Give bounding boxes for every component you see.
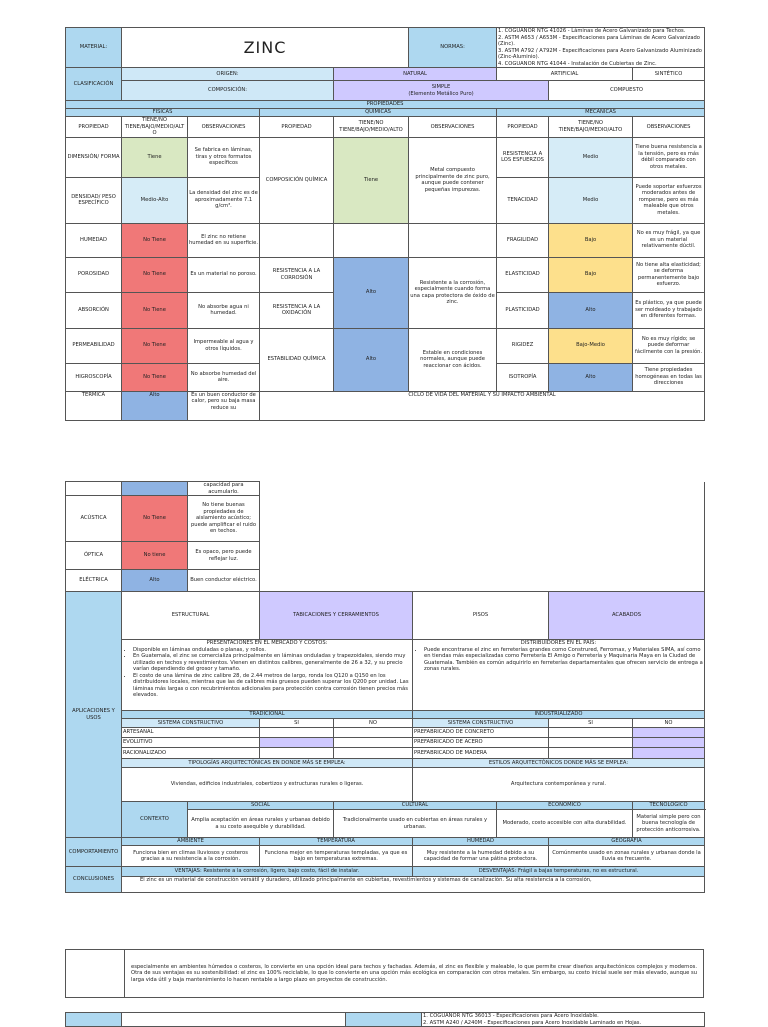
tradicional-row: RACIONALIZADO	[122, 748, 260, 759]
fisica-name: HIGROSCOPÍA	[66, 363, 122, 391]
fisica-obs: El zinc no retiene humedad en su superficie.	[188, 223, 260, 257]
mecanica-name: FRAGILIDAD	[497, 223, 549, 257]
fisica-value: Alto	[122, 570, 188, 592]
mecanica-value: Alto	[549, 363, 633, 391]
no-label: NO	[334, 719, 413, 728]
composicion-label: COMPOSICIÓN:	[122, 81, 334, 101]
si-cell	[549, 738, 633, 748]
presentaciones-block	[122, 640, 413, 711]
no-cell	[334, 738, 413, 748]
distribuidores-block	[413, 640, 705, 711]
aplicaciones-label: APLICACIONES Y USOS	[66, 592, 122, 838]
desventajas-text: DESVENTAJAS: Frágil a bajas temperaturas, no es estructural.	[413, 867, 705, 877]
col-header-propiedad: PROPIEDAD	[260, 117, 334, 138]
presentacion-item: • En Guatemala, el zinc se comercializa principalmente en láminas onduladas y trapezoidales, siendo muy utilizado en techos y revestimientos. Vienen en distintos calibres, generalmente de 26 a 32, y su precio varían dependiendo del grosor y tamaño.	[133, 653, 411, 673]
tipologias-label: TIPOLOGÍAS ARQUITECTÓNICAS EN DONDE MÁS SE EMPLEA:	[122, 759, 413, 768]
next-normas-list	[422, 1013, 705, 1027]
mecanica-name: ELASTICIDAD	[497, 257, 549, 292]
presentacion-item: • Disponible en láminas onduladas o planas, y rollos.	[133, 647, 411, 654]
col-header-valor: TIENE/NO TIENE/BAJO/MEDIO/ALTO	[549, 117, 633, 138]
fisica-name: ACÚSTICA	[66, 496, 122, 542]
mecanica-obs: Tiene buena resistencia a la tensión, pero es más débil comparado con otros metales.	[633, 137, 705, 177]
mecanica-obs: No es muy rígido; se puede deformar fácilmente con la presión.	[633, 328, 705, 363]
fisica-value: Medio-Alto	[122, 177, 188, 223]
col-header-propiedad: PROPIEDAD	[497, 117, 549, 138]
fisica-name: ELÉCTRICA	[66, 570, 122, 592]
mecanica-value: Medio	[549, 177, 633, 223]
sistema-label: SISTEMA CONSTRUCTIVO	[122, 719, 260, 728]
industrializado-row: PREFABRICADO DE ACERO	[413, 738, 549, 748]
comportamiento-header: TEMPERATURA	[260, 838, 413, 846]
quimica-obs: Metal compuesto principalmente de zinc puro, aunque puede contener pequeñas impurezas.	[409, 137, 497, 223]
mecanica-obs: No tiene alta elasticidad; se deforma permanentemente bajo esfuerzo.	[633, 257, 705, 292]
mecanica-name: TENACIDAD	[497, 177, 549, 223]
no-cell	[334, 748, 413, 759]
fisica-obs: Es un material no poroso.	[188, 257, 260, 292]
uso-estructural: ESTRUCTURAL	[122, 592, 260, 640]
si-label: SI	[549, 719, 633, 728]
col-header-valor: TIENE/NO TIENE/BAJO/MEDIO/ALTO	[334, 117, 409, 138]
fisica-name: DENSIDAD/ PESO ESPECÍFICO	[66, 177, 122, 223]
comportamiento-value: Muy resistente a la humedad debido a su capacidad de formar una pátina protectora.	[413, 846, 549, 867]
quimica-obs: Resistente a la corrosión, especialmente cuando forma una capa protectora de óxido de zinc.	[409, 257, 497, 328]
norma-item: 4. COGUANOR NTG 41044 - Instalación de Cubiertas de Zinc.	[498, 60, 657, 67]
mecanica-obs: Puede soportar esfuerzos moderados antes de romperse, pero es más maleable que otros metales.	[633, 177, 705, 223]
comportamiento-header: HUMEDAD	[413, 838, 549, 846]
tipologias-text: Viviendas, edificios industriales, cobertizos y estructuras rurales o ligeras.	[122, 768, 413, 802]
quimica-name: RESISTENCIA A LA CORROSIÓN	[260, 257, 334, 292]
col-header-propiedad: PROPIEDAD	[66, 117, 122, 138]
estilos-label: ESTILOS ARQUITECTÓNICOS DONDE MÁS SE EMPLEA:	[413, 759, 705, 768]
comportamiento-value: Funciona bien en climas lluviosos y costeros gracias a su resistencia a la corrosión.	[122, 846, 260, 867]
fisica-name: PERMEABILIDAD	[66, 328, 122, 363]
fisica-obs: Es opaco, pero puede reflejar luz.	[188, 542, 260, 570]
col-header-observaciones: OBSERVACIONES	[188, 117, 260, 138]
uso-acabados: ACABADOS	[549, 592, 705, 640]
ciclo-vida-body	[260, 482, 705, 592]
contexto-label: CONTEXTO	[122, 802, 188, 838]
contexto-value: Tradicionalmente usado en cubiertas en áreas rurales y urbanas.	[334, 810, 497, 838]
fisica-name: ÓPTICA	[66, 542, 122, 570]
norma-item: 2. ASTM A240 / A240M - Especificaciones para Acero Inoxidable Laminado en Hojas.	[423, 1019, 642, 1026]
fisica-obs: Buen conductor eléctrico.	[188, 570, 260, 592]
termica-name-cont	[66, 482, 122, 496]
fisica-obs: No absorbe agua ni humedad.	[188, 292, 260, 328]
contexto-value: Moderado, costo accesible con alta durabilidad.	[497, 810, 633, 838]
mecanica-name: RIGIDEZ	[497, 328, 549, 363]
fisica-value: No Tiene	[122, 363, 188, 391]
fisica-value: No Tiene	[122, 223, 188, 257]
mecanica-obs: Tiene propiedades homogéneas en todas las direcciones	[633, 363, 705, 391]
mecanica-obs: Es plástico, ya que puede ser moldeado y trabajado en diferentes formas.	[633, 292, 705, 328]
norma-item: 3. ASTM A792 / A792M - Especificaciones para Acero Galvanizado Aluminizado (Zinc-Aluminio).	[498, 47, 702, 60]
mecanica-value: Bajo-Medio	[549, 328, 633, 363]
mecanica-name: PLASTICIDAD	[497, 292, 549, 328]
conclusiones-label: CONCLUSIONES	[66, 867, 122, 893]
contexto-header: TECNOLÓGICO	[633, 802, 705, 810]
fisica-value: No Tiene	[122, 257, 188, 292]
origen-label: ORIGEN:	[122, 68, 334, 81]
col-header-observaciones: OBSERVACIONES	[409, 117, 497, 138]
contexto-header: ECONÓMICO	[497, 802, 633, 810]
tradicional-row: ARTESANAL	[122, 728, 260, 738]
quimica-empty	[334, 223, 409, 257]
ciclo-vida-title: CICLO DE VIDA DEL MATERIAL Y SU IMPACTO AMBIENTAL	[260, 391, 705, 420]
ventajas-text: VENTAJAS: Resistente a la corrosión, ligero, bajo costo, fácil de instalar.	[122, 867, 413, 877]
presentaciones-title: PRESENTACIONES EN EL MERCADO Y COSTOS:	[206, 640, 328, 646]
fisica-obs: No tiene buenas propiedades de aislamiento acústico; puede amplificar el ruido en techos.	[188, 496, 260, 542]
col-header-observaciones: OBSERVACIONES	[633, 117, 705, 138]
contexto-header: SOCIAL	[188, 802, 334, 810]
no-cell-marked	[633, 748, 705, 759]
si-cell	[260, 728, 334, 738]
distribuidores-text: • Puede encontrarse el zinc en ferreterías grandes como Construred, Ferromax, y Materiales SIMA, así como en tiendas más especializadas como Ferretería El Amigo o Ferretería y Maquinaria Maya en la Ciudad de Guatemala. También es común adquirirlo en ferreterías departamentales que ofrecen servicio de entrega a zonas rurales.	[424, 647, 703, 673]
applications-table	[65, 481, 705, 893]
fisica-value: No Tiene	[122, 496, 188, 542]
fisica-value: No Tiene	[122, 292, 188, 328]
no-cell-marked	[633, 728, 705, 738]
fisica-value: Alto	[122, 391, 188, 420]
group-mecanicas: MECÁNICAS	[497, 109, 705, 117]
origen-artificial: ARTIFICIAL	[497, 68, 633, 81]
contexto-value: Material simple pero con buena tecnología de protección anticorrosiva.	[633, 810, 705, 838]
fisica-obs: La densidad del zinc es de aproximadamente 7.1 g/cm³.	[188, 177, 260, 223]
fisica-obs: Es un buen conductor de calor, pero su baja masa reduce su	[188, 391, 260, 420]
origen-sintetico: SINTÉTICO	[633, 68, 705, 81]
quimica-value: Alto	[334, 257, 409, 328]
si-cell-marked	[260, 738, 334, 748]
fisica-value: No tiene	[122, 542, 188, 570]
propiedades-title: PROPIEDADES	[66, 101, 705, 109]
quimica-name: RESISTENCIA A LA OXIDACIÓN	[260, 292, 334, 328]
next-material-table	[65, 1012, 705, 1027]
quimica-empty	[260, 223, 334, 257]
contexto-header: CULTURAL	[334, 802, 497, 810]
tradicional-row: EVOLUTIVO	[122, 738, 260, 748]
sheet-page-1	[65, 27, 704, 421]
mecanica-value: Medio	[549, 137, 633, 177]
si-label: SI	[260, 719, 334, 728]
comportamiento-value: Comúnmente usado en zonas rurales y urbanas donde la lluvia es frecuente.	[549, 846, 705, 867]
estilos-text: Arquitectura contemporánea y rural.	[413, 768, 705, 802]
comportamiento-header: AMBIENTE	[122, 838, 260, 846]
quimica-value: Tiene	[334, 137, 409, 223]
fisica-name: DIMENSIÓN/ FORMA	[66, 137, 122, 177]
composicion-simple: SIMPLE (Elemento Metálico Puro)	[334, 81, 549, 101]
comportamiento-label: COMPORTAMIENTO	[66, 838, 122, 867]
industrializado-row: PREFABRICADO DE MADERA	[413, 748, 549, 759]
conclusion-cont-table	[65, 949, 704, 998]
termica-value-cont	[122, 482, 188, 496]
fisica-name: TÉRMICA	[66, 391, 122, 420]
fisica-name: ABSORCIÓN	[66, 292, 122, 328]
presentacion-item: • El costo de una lámina de zinc calibre 28, de 2.44 metros de largo, ronda los Q120 a Q150 en los distribuidores locales, mientras que las de calibres más gruesos pueden superar los Q200 por unidad. Las láminas más largas o con recubrimientos adicionales para protección contra corrosión tienen precios más elevados.	[133, 673, 411, 699]
si-cell	[260, 748, 334, 759]
distribuidores-title: DISTRIBUIDORES EN EL PAÍS:	[520, 640, 597, 646]
mecanica-value: Bajo	[549, 257, 633, 292]
uso-pisos: PISOS	[413, 592, 549, 640]
uso-tabicaciones: TABICACIONES Y CERRAMIENTOS	[260, 592, 413, 640]
norma-item: 2. ASTM A653 / A653M - Especificaciones para Láminas de Acero Galvanizado (Zinc).	[498, 34, 700, 47]
conclusion-text: El zinc es un material de construcción versátil y duradero, utilizado principalmente en cubiertas, revestimientos y sistemas de canalización. Su alta resistencia a la corrosión,	[122, 877, 705, 893]
mecanica-name: RESISTENCIA A LOS ESFUERZOS	[497, 137, 549, 177]
quimica-obs: Estable en condiciones normales, aunque puede reaccionar con ácidos.	[409, 328, 497, 391]
fisica-obs: Impermeable al agua y otros líquidos.	[188, 328, 260, 363]
material-label: MATERIAL:	[66, 28, 122, 68]
sheet-page-2	[65, 481, 704, 893]
quimica-name: ESTABILIDAD QUÍMICA	[260, 328, 334, 391]
comportamiento-header: GEOGRAFÍA	[549, 838, 705, 846]
no-cell-marked	[633, 738, 705, 748]
group-quimicas: QUÍMICAS	[260, 109, 497, 117]
fisica-obs: No absorbe humedad del aire.	[188, 363, 260, 391]
sheet-page-4	[65, 1012, 704, 1027]
next-material-value	[122, 1013, 346, 1027]
next-normas-label	[346, 1013, 422, 1027]
mecanica-value: Alto	[549, 292, 633, 328]
mecanica-obs: No es muy frágil, ya que es un material relativamente dúctil.	[633, 223, 705, 257]
mecanica-name: ISOTROPÍA	[497, 363, 549, 391]
fisica-name: HUMEDAD	[66, 223, 122, 257]
industrializado-label: INDUSTRIALIZADO	[413, 711, 705, 719]
industrializado-row: PREFABRICADO DE CONCRETO	[413, 728, 549, 738]
normas-list	[497, 28, 705, 68]
fisica-value: Tiene	[122, 137, 188, 177]
fisica-value: No Tiene	[122, 328, 188, 363]
composicion-compuesto: COMPUESTO	[549, 81, 705, 101]
no-cell	[334, 728, 413, 738]
conclusion-cont-text: especialmente en ambientes húmedos o costeros, lo convierte en una opción ideal para techos y fachadas. Además, el zinc es flexible y maleable, lo que permite crear diseños arquitectónicos complejos y modernos. Otra de sus ventajas es su sostenibilidad: el zinc es 100% reciclable, lo que lo convierte en una opción más ecológica en comparación con otros metales. Sin embargo, su costo inicial suele ser más elevado, aunque su larga vida útil y baja mantenimiento lo hacen rentable a largo plazo en proyectos de construcción.	[125, 950, 704, 998]
conclusion-cont-left	[66, 950, 125, 998]
tradicional-label: TRADICIONAL	[122, 711, 413, 719]
norma-item: 1. COGUANOR NTG 41026 - Láminas de Acero Galvanizado para Techos.	[498, 28, 686, 34]
quimica-name: COMPOSICIÓN QUÍMICA	[260, 137, 334, 223]
quimica-value: Alto	[334, 328, 409, 391]
properties-table	[65, 27, 705, 421]
material-value: ZINC	[122, 28, 409, 68]
termica-obs-cont: capacidad para acumularlo.	[188, 482, 260, 496]
group-fisicas: FÍSICAS	[66, 109, 260, 117]
next-material-label	[66, 1013, 122, 1027]
sistema-label: SISTEMA CONSTRUCTIVO	[413, 719, 549, 728]
normas-label: NORMAS:	[409, 28, 497, 68]
col-header-valor: TIENE/NO TIENE/BAJO/MEDIO/ALTO	[122, 117, 188, 138]
sheet-page-3	[65, 949, 704, 998]
contexto-value: Amplia aceptación en áreas rurales y urbanas debido a su costo asequible y durabilidad.	[188, 810, 334, 838]
si-cell	[549, 748, 633, 759]
si-cell	[549, 728, 633, 738]
fisica-obs: Se fabrica en láminas, tiras y otros formatos específicos	[188, 137, 260, 177]
norma-item: 1. COGUANOR NTG 36013 - Especificaciones para Acero Inoxidable.	[423, 1013, 599, 1019]
quimica-empty	[409, 223, 497, 257]
no-label: NO	[633, 719, 705, 728]
clasificacion-label: CLASIFICACIÓN	[66, 68, 122, 101]
mecanica-value: Bajo	[549, 223, 633, 257]
origen-natural: NATURAL	[334, 68, 497, 81]
comportamiento-value: Funciona mejor en temperaturas templadas, ya que es bajo en temperaturas extremas.	[260, 846, 413, 867]
fisica-name: POROSIDAD	[66, 257, 122, 292]
